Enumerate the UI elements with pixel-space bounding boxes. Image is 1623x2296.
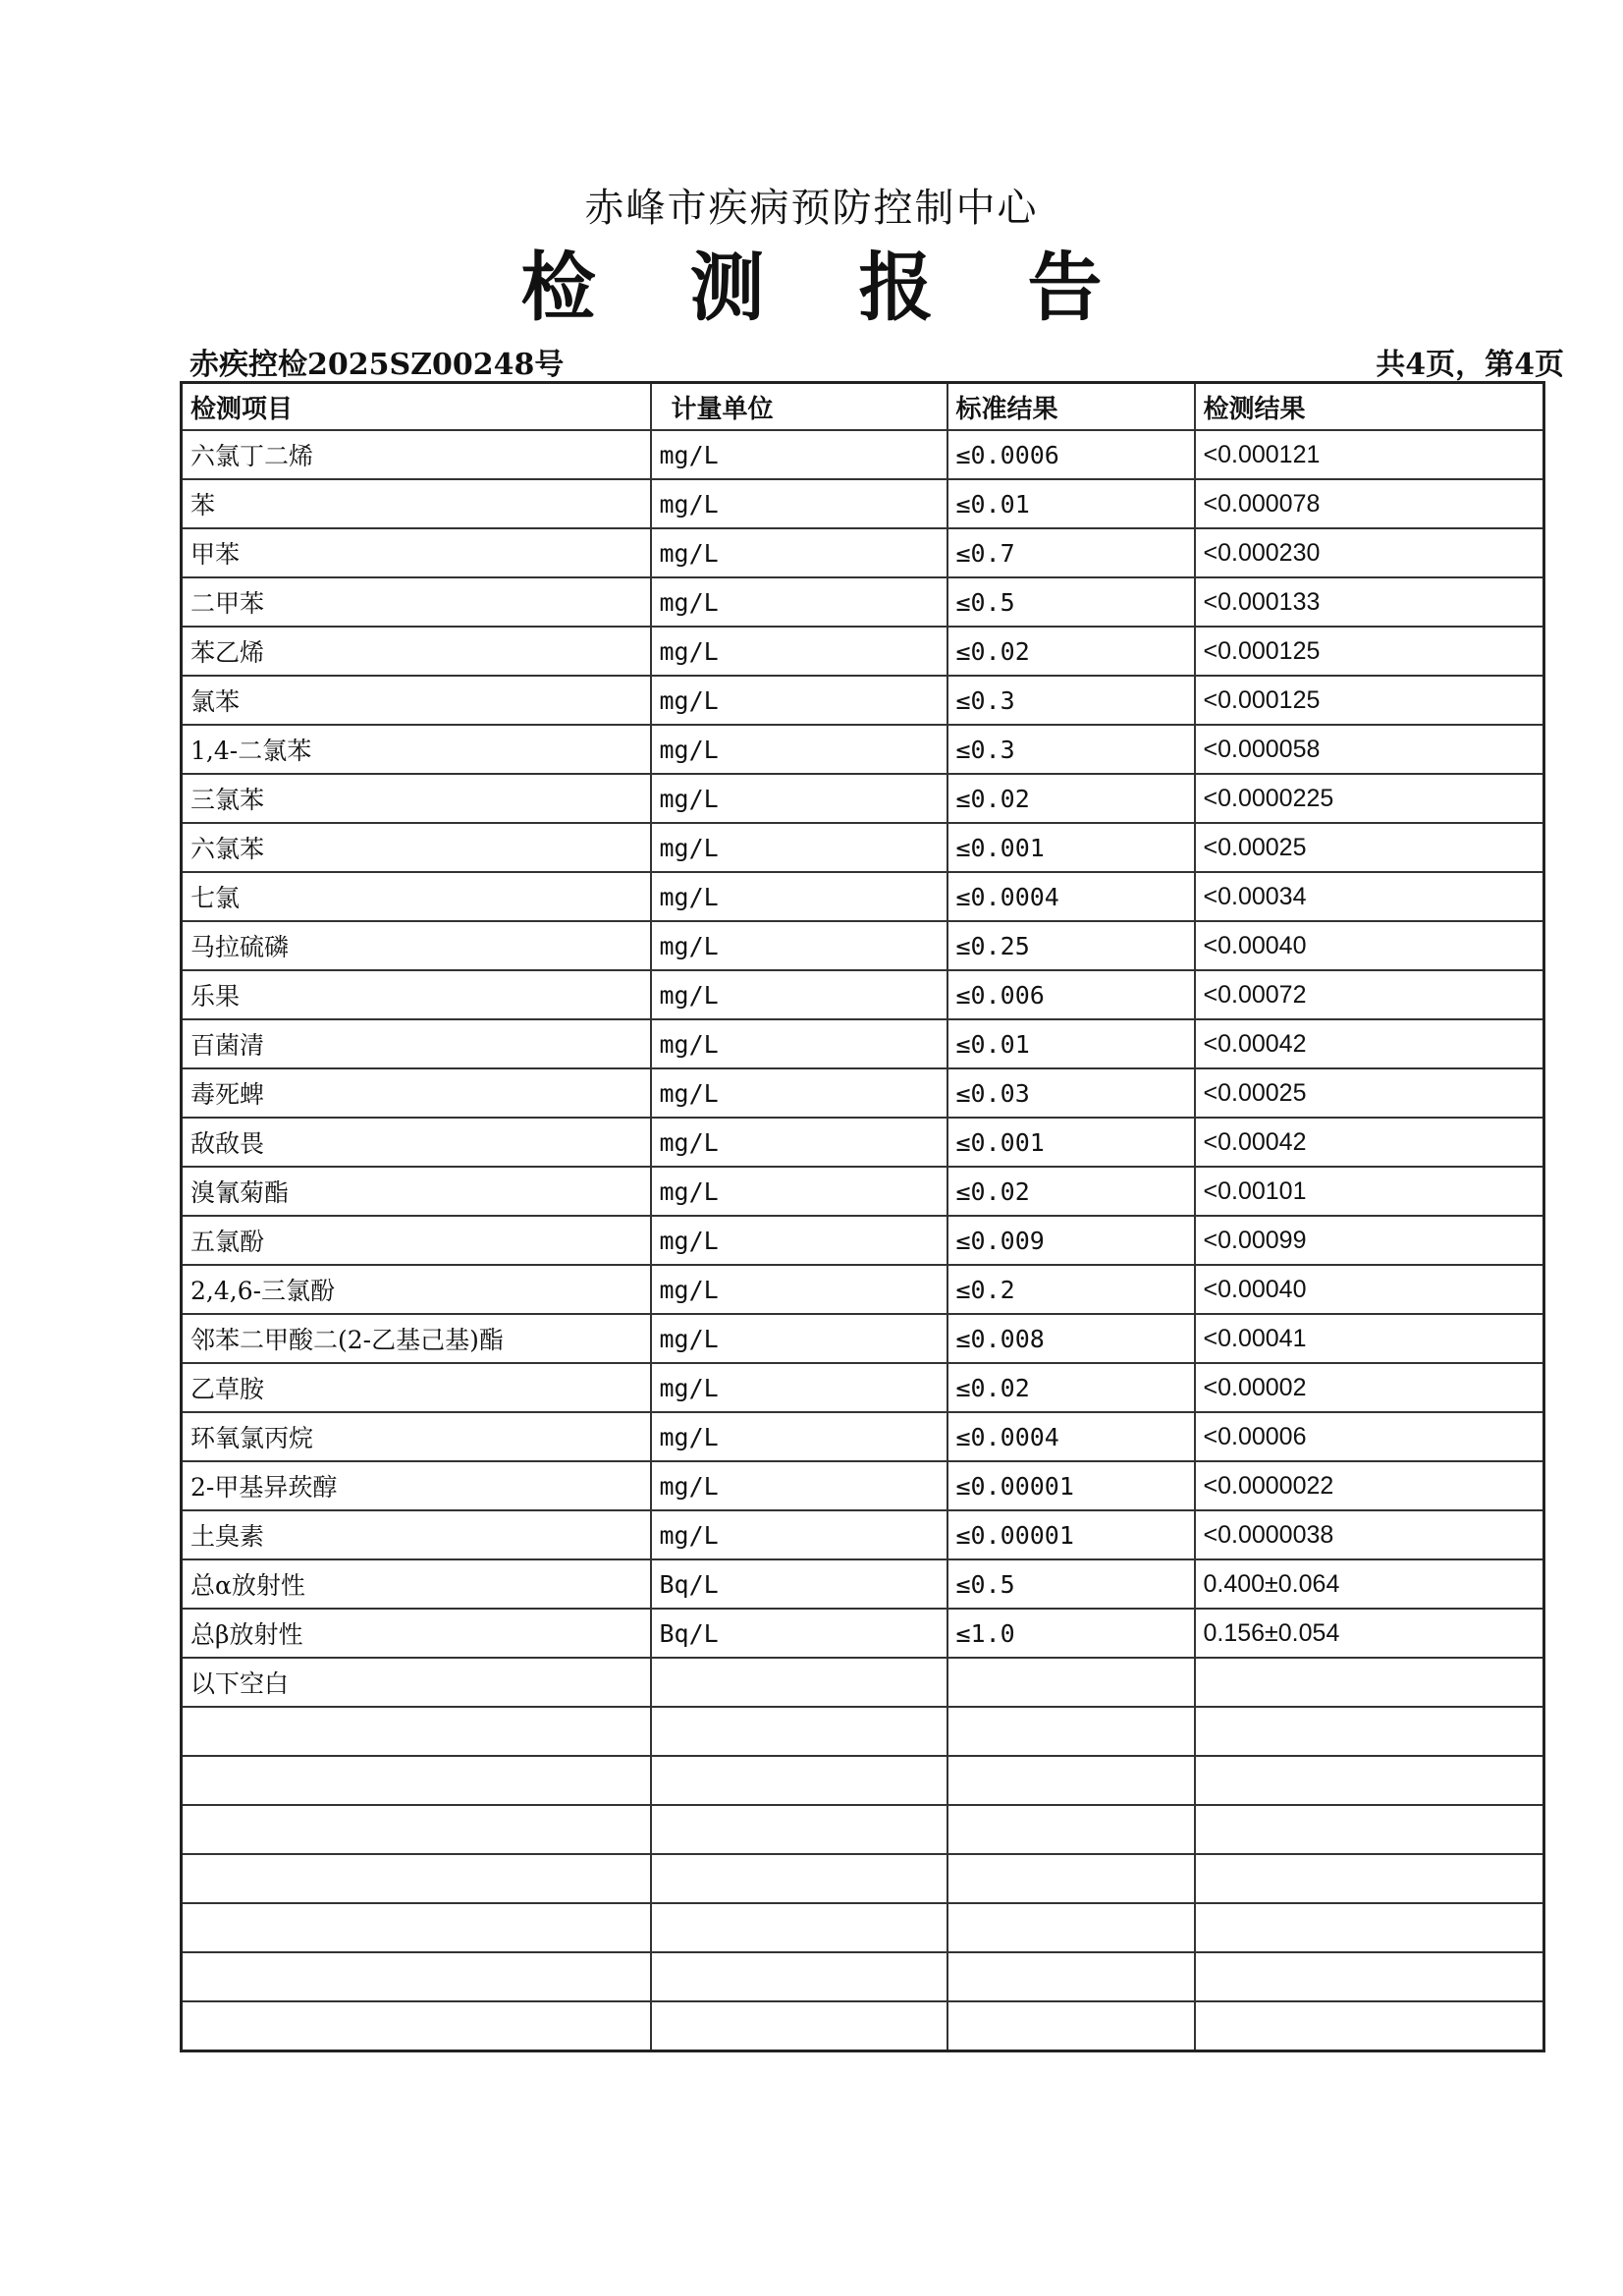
- item-name: 2-甲基异莰醇: [182, 1461, 651, 1510]
- title-char: 检: [520, 244, 596, 331]
- standard-value: ≤0.02: [947, 774, 1195, 823]
- unit-cell: mg/L: [651, 725, 947, 774]
- title-char: 报: [858, 244, 934, 331]
- empty-cell: [947, 1952, 1195, 2001]
- unit-cell: mg/L: [651, 1314, 947, 1363]
- result-value: 0.156±0.054: [1195, 1609, 1544, 1658]
- standard-value: ≤0.001: [947, 1118, 1195, 1167]
- unit-cell: mg/L: [651, 921, 947, 970]
- blank-row: [182, 2001, 1544, 2051]
- table-row: [182, 1609, 1544, 1658]
- result-value: <0.00040: [1195, 921, 1544, 970]
- unit-cell: mg/L: [651, 1363, 947, 1412]
- report-title: [0, 228, 1623, 335]
- blank-row: [182, 1756, 1544, 1805]
- empty-cell: [182, 1756, 651, 1805]
- table-row: [182, 1118, 1544, 1167]
- unit-cell: mg/L: [651, 1216, 947, 1265]
- item-name: 氯苯: [182, 676, 651, 725]
- unit-cell: mg/L: [651, 1068, 947, 1118]
- standard-value: ≤0.02: [947, 1363, 1195, 1412]
- item-name: 甲苯: [182, 528, 651, 577]
- table-row: [182, 528, 1544, 577]
- standard-value: ≤0.0006: [947, 430, 1195, 479]
- standard-value: ≤0.0004: [947, 872, 1195, 921]
- table-row: [182, 1363, 1544, 1412]
- result-value: <0.000125: [1195, 676, 1544, 725]
- unit-cell: mg/L: [651, 528, 947, 577]
- results-table: [180, 381, 1545, 2052]
- standard-value: ≤0.01: [947, 1019, 1195, 1068]
- item-name: 溴氰菊酯: [182, 1167, 651, 1216]
- unit-cell: mg/L: [651, 430, 947, 479]
- result-value: <0.00072: [1195, 970, 1544, 1019]
- standard-value: ≤0.02: [947, 627, 1195, 676]
- standard-value: ≤0.2: [947, 1265, 1195, 1314]
- empty-cell: [651, 1707, 947, 1756]
- unit-cell: Bq/L: [651, 1609, 947, 1658]
- empty-cell: [1195, 1805, 1544, 1854]
- empty-cell: [182, 1903, 651, 1952]
- result-value: <0.00042: [1195, 1118, 1544, 1167]
- empty-cell: [1195, 1658, 1544, 1707]
- table-row: [182, 627, 1544, 676]
- unit-cell: mg/L: [651, 676, 947, 725]
- result-value: <0.00025: [1195, 823, 1544, 872]
- unit-cell: mg/L: [651, 1019, 947, 1068]
- result-value: <0.0000038: [1195, 1510, 1544, 1559]
- unit-cell: mg/L: [651, 1265, 947, 1314]
- standard-value: ≤0.00001: [947, 1510, 1195, 1559]
- result-value: <0.000133: [1195, 577, 1544, 627]
- item-name: 马拉硫磷: [182, 921, 651, 970]
- table-row: [182, 1265, 1544, 1314]
- table-row: [182, 921, 1544, 970]
- table-row: [182, 577, 1544, 627]
- result-value: <0.00025: [1195, 1068, 1544, 1118]
- result-value: 0.400±0.064: [1195, 1559, 1544, 1609]
- item-name: 总α放射性: [182, 1559, 651, 1609]
- item-name: 乐果: [182, 970, 651, 1019]
- table-row: [182, 1461, 1544, 1510]
- table-row: [182, 1019, 1544, 1068]
- standard-value: ≤0.25: [947, 921, 1195, 970]
- empty-cell: [1195, 1952, 1544, 2001]
- empty-cell: [651, 1854, 947, 1903]
- empty-cell: [182, 1854, 651, 1903]
- empty-cell: [1195, 1756, 1544, 1805]
- empty-cell: [1195, 1903, 1544, 1952]
- blank-row: [182, 1903, 1544, 1952]
- empty-cell: [947, 1854, 1195, 1903]
- standard-value: ≤0.006: [947, 970, 1195, 1019]
- organization-name: 赤峰市疾病预防控制中心: [584, 186, 1039, 231]
- item-name: 六氯苯: [182, 823, 651, 872]
- table-row: [182, 1167, 1544, 1216]
- result-value: <0.0000225: [1195, 774, 1544, 823]
- result-value: <0.00034: [1195, 872, 1544, 921]
- table-row: [182, 1314, 1544, 1363]
- blank-row: [182, 1707, 1544, 1756]
- result-value: <0.000121: [1195, 430, 1544, 479]
- empty-cell: [947, 1903, 1195, 1952]
- column-header-standard: 标准结果: [947, 383, 1195, 431]
- table-row: [182, 970, 1544, 1019]
- column-header-unit: 计量单位: [651, 383, 947, 431]
- unit-cell: mg/L: [651, 577, 947, 627]
- empty-cell: [182, 1707, 651, 1756]
- item-name: 六氯丁二烯: [182, 430, 651, 479]
- standard-value: ≤0.3: [947, 676, 1195, 725]
- standard-value: ≤0.5: [947, 577, 1195, 627]
- empty-cell: [947, 1756, 1195, 1805]
- item-name: 五氯酚: [182, 1216, 651, 1265]
- item-name: 总β放射性: [182, 1609, 651, 1658]
- empty-cell: [947, 1707, 1195, 1756]
- empty-cell: [947, 1805, 1195, 1854]
- end-note-row: [182, 1658, 1544, 1707]
- item-name: 毒死蜱: [182, 1068, 651, 1118]
- standard-value: ≤0.008: [947, 1314, 1195, 1363]
- result-value: <0.00041: [1195, 1314, 1544, 1363]
- item-name: 苯乙烯: [182, 627, 651, 676]
- empty-cell: [1195, 2001, 1544, 2051]
- standard-value: ≤0.0004: [947, 1412, 1195, 1461]
- item-name: 七氯: [182, 872, 651, 921]
- blank-row: [182, 1805, 1544, 1854]
- table-row: [182, 430, 1544, 479]
- result-value: <0.00099: [1195, 1216, 1544, 1265]
- empty-cell: [651, 1952, 947, 2001]
- empty-cell: [651, 1658, 947, 1707]
- unit-cell: mg/L: [651, 1412, 947, 1461]
- table-row: [182, 479, 1544, 528]
- blank-row: [182, 1854, 1544, 1903]
- empty-cell: [651, 1805, 947, 1854]
- result-value: <0.000078: [1195, 479, 1544, 528]
- standard-value: ≤0.001: [947, 823, 1195, 872]
- blank-row: [182, 1952, 1544, 2001]
- empty-cell: [947, 1658, 1195, 1707]
- item-name: 土臭素: [182, 1510, 651, 1559]
- unit-cell: mg/L: [651, 823, 947, 872]
- result-value: <0.00040: [1195, 1265, 1544, 1314]
- unit-cell: mg/L: [651, 627, 947, 676]
- result-value: <0.00006: [1195, 1412, 1544, 1461]
- unit-cell: mg/L: [651, 479, 947, 528]
- result-value: <0.0000022: [1195, 1461, 1544, 1510]
- item-name: 乙草胺: [182, 1363, 651, 1412]
- unit-cell: mg/L: [651, 872, 947, 921]
- item-name: 邻苯二甲酸二(2-乙基己基)酯: [182, 1314, 651, 1363]
- item-name: 二甲苯: [182, 577, 651, 627]
- empty-cell: [947, 2001, 1195, 2051]
- empty-cell: [182, 1952, 651, 2001]
- end-note: 以下空白: [182, 1658, 651, 1707]
- table-row: [182, 1559, 1544, 1609]
- page-info: 共4页，第4页: [1376, 348, 1564, 382]
- unit-cell: mg/L: [651, 1118, 947, 1167]
- column-header-item: 检测项目: [182, 383, 651, 431]
- table-row: [182, 1412, 1544, 1461]
- item-name: 环氧氯丙烷: [182, 1412, 651, 1461]
- empty-cell: [1195, 1854, 1544, 1903]
- report-number: 赤疾控检2025SZ00248号: [189, 348, 565, 382]
- standard-value: ≤0.02: [947, 1167, 1195, 1216]
- standard-value: ≤0.03: [947, 1068, 1195, 1118]
- item-name: 三氯苯: [182, 774, 651, 823]
- item-name: 苯: [182, 479, 651, 528]
- result-value: <0.00002: [1195, 1363, 1544, 1412]
- empty-cell: [1195, 1707, 1544, 1756]
- title-char: 告: [1027, 244, 1103, 331]
- item-name: 1,4-二氯苯: [182, 725, 651, 774]
- unit-cell: Bq/L: [651, 1559, 947, 1609]
- unit-cell: mg/L: [651, 774, 947, 823]
- empty-cell: [651, 1903, 947, 1952]
- item-name: 2,4,6-三氯酚: [182, 1265, 651, 1314]
- title-char: 测: [689, 244, 765, 331]
- result-value: <0.00101: [1195, 1167, 1544, 1216]
- column-header-result: 检测结果: [1195, 383, 1544, 431]
- item-name: 百菌清: [182, 1019, 651, 1068]
- table-row: [182, 676, 1544, 725]
- table-row: [182, 1068, 1544, 1118]
- unit-cell: mg/L: [651, 970, 947, 1019]
- table-row: [182, 774, 1544, 823]
- standard-value: ≤0.5: [947, 1559, 1195, 1609]
- table-row: [182, 1510, 1544, 1559]
- table-row: [182, 725, 1544, 774]
- empty-cell: [182, 2001, 651, 2051]
- result-value: <0.000230: [1195, 528, 1544, 577]
- result-value: <0.000125: [1195, 627, 1544, 676]
- standard-value: ≤0.00001: [947, 1461, 1195, 1510]
- table-row: [182, 823, 1544, 872]
- unit-cell: mg/L: [651, 1167, 947, 1216]
- results-table-body: [182, 430, 1544, 2051]
- table-row: [182, 872, 1544, 921]
- standard-value: ≤0.7: [947, 528, 1195, 577]
- unit-cell: mg/L: [651, 1510, 947, 1559]
- table-row: [182, 1216, 1544, 1265]
- empty-cell: [651, 1756, 947, 1805]
- item-name: 敌敌畏: [182, 1118, 651, 1167]
- standard-value: ≤0.009: [947, 1216, 1195, 1265]
- standard-value: ≤0.3: [947, 725, 1195, 774]
- empty-cell: [651, 2001, 947, 2051]
- result-value: <0.00042: [1195, 1019, 1544, 1068]
- unit-cell: mg/L: [651, 1461, 947, 1510]
- empty-cell: [182, 1805, 651, 1854]
- standard-value: ≤1.0: [947, 1609, 1195, 1658]
- standard-value: ≤0.01: [947, 479, 1195, 528]
- table-header-row: [182, 383, 1544, 431]
- result-value: <0.000058: [1195, 725, 1544, 774]
